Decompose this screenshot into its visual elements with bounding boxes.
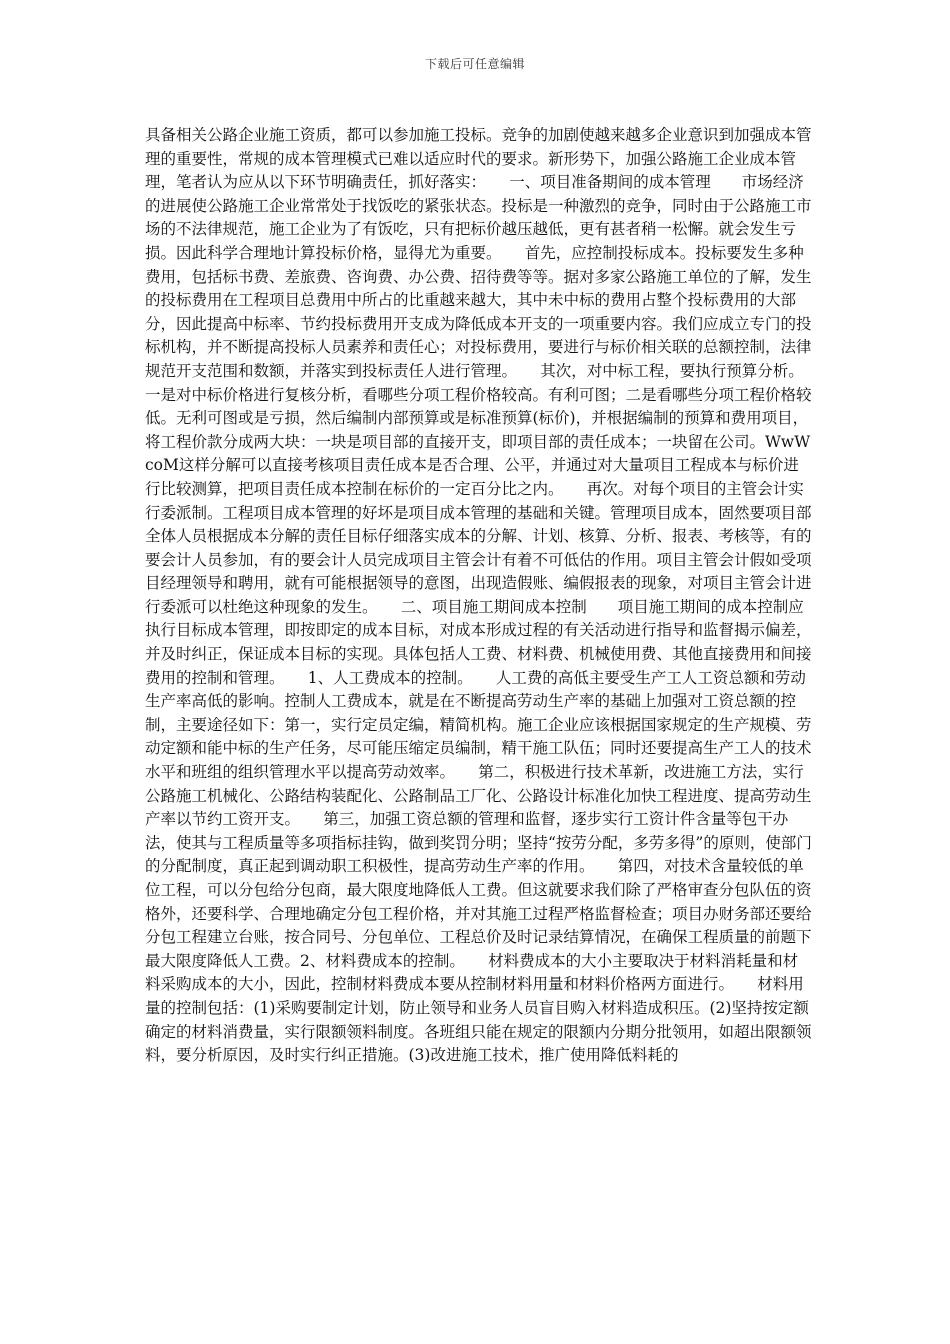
body-paragraph: 具备相关公路企业施工资质，都可以参加施工投标。竞争的加剧使越来越多企业意识到加强成本管理的重要性，常规的成本管理模式已难以适应时代的要求。新形势下，加强公路施工企业成本管理，笔者认为应从以下环节明确责任，抓好落实： 一、项目准备期间的成本管理 市场经济的进展使公路施工企业常常处于找饭吃的紧张状态。投标是一种激烈的竞争，同时由于公路施工市场的不法律规范，施工企业为了有饭吃，只有把标价越压越低，更有甚者稍一松懈。就会发生亏损。因此科学合理地计算投标价格，显得尤为重要。 首先，应控制投标成本。投标要发生多种费用，包括标书费、差旅费、咨询费、办公费、招待费等等。据对多家公路施工单位的了解，发生的投标费用在工程项目总费用中所占的比重越来越大，其中未中标的费用占整个投标费用的大部分，因此提高中标率、节约投标费用开支成为降低成本开支的一项重要内容。我们应成立专门的投标机构，并不断提高投标人员素养和责任心；对投标费用，要进行与标价相关联的总额控制，法律规范开支范围和数额，并落实到投标责任人进行管理。 其次，对中标工程，要执行预算分析。一是对中标价格进行复核分析，看哪些分项工程价格较高。有利可图；二是看哪些分项工程价格较低。无利可图或是亏损，然后编制内部预算或是标准预算(标价)，并根据编制的预算和费用项目，将工程价款分成两大块：一块是项目部的直接开支，即项目部的责任成本；一块留在公司。WwWcoM这样分解可以直接考核项目责任成本是否合理、公平，并通过对大量项目工程成本与标价进行比较测算，把项目责任成本控制在标价的一定百分比之内。 再次。对每个项目的主管会计实行委派制。工程项目成本管理的好坏是项目成本管理的基础和关键。管理项目成本，固然要项目部全体人员根据成本分解的责任目标仔细落实成本的分解、计划、核算、分析、报表、考核等，有的要会计人员参加，有的要会计人员完成项目主管会计有着不可低估的作用。项目主管会计假如受项目经理领导和聘用，就有可能根据领导的意图，出现造假账、编假报表的现象，对项目主管会计进行委派可以杜绝这种现象的发生。 二、项目施工期间成本控制 项目施工期间的成本控制应执行目标成本管理，即按即定的成本目标，对成本形成过程的有关活动进行指导和监督揭示偏差，并及时纠正，保证成本目标的实现。具体包括人工费、材料费、机械使用费、其他直接费用和间接费用的控制和管理。 1、人工费成本的控制。 人工费的高低主要受生产工人工资总额和劳动生产率高低的影响。控制人工费成本，就是在不断提高劳动生产率的基础上加强对工资总额的控制，主要途径如下：第一，实行定员定编，精简机构。施工企业应该根据国家规定的生产规模、劳动定额和能中标的生产任务，尽可能压缩定员编制，精干施工队伍；同时还要提高生产工人的技术水平和班组的组织管理水平以提高劳动效率。 第二，积极进行技术革新，改进施工方法，实行公路施工机械化、公路结构装配化、公路制品工厂化、公路设计标准化加快工程进度、提高劳动生产率以节约工资开支。 第三，加强工资总额的管理和监督，逐步实行工资计件含量等包干办法，使其与工程质量等多项指标挂钩，做到奖罚分明；坚持“按劳分配，多劳多得”的原则，使部门的分配制度，真正起到调动职工积极性，提高劳动生产率的作用。 第四，对技术含量较低的单位工程，可以分包给分包商，最大限度地降低人工费。但这就要求我们除了严格审查分包队伍的资格外，还要科学、合理地确定分包工程价格，并对其施工过程严格监督检查；项目办财务部还要给分包工程建立台账，按合同号、分包单位、工程总价及时记录结算情况，在确保工程质量的前题下最大限度降低人工费。2、材料费成本的控制。 材料费成本的大小主要取决于材料消耗量和材料采购成本的大小，因此，控制材料费成本要从控制材料用量和材料价格两方面进行。 材料用量的控制包括：(1)采购要制定计划，防止领导和业务人员盲目购入材料造成积压。(2)坚持按定额确定的材料消费量，实行限额领料制度。各班组只能在规定的限额内分期分批领用，如超出限额领料，要分析原因，及时实行纠正措施。(3)改进施工技术，推广使用降低料耗的: [145, 126, 812, 1065]
header-note: 下载后可任意编辑: [424, 57, 525, 71]
